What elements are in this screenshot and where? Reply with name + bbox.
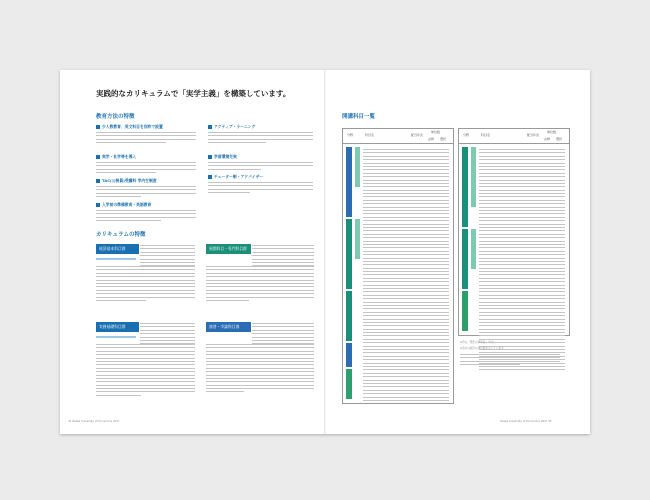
table-note-1: ※印は「選択必修科目」です。	[460, 341, 496, 344]
section-curriculum-heading: カリキュラムの特徴	[96, 232, 146, 238]
table-left-header-field: 分野	[347, 133, 354, 137]
feature-text-7	[96, 210, 196, 224]
table-left-header-elec: 選択	[440, 137, 447, 141]
section-education-heading: 教育方法の特徴	[96, 114, 135, 120]
table-left-header-rule	[343, 143, 453, 144]
curriculum-label-1-underbar	[96, 258, 136, 262]
band-left-sub-1	[355, 147, 360, 187]
band-left-1	[346, 147, 352, 217]
curriculum-text-4b	[206, 344, 314, 395]
band-left-2	[346, 219, 352, 289]
table-right-header-rule	[459, 143, 569, 144]
feature-heading-2: アクティブ・ラーニング	[208, 124, 255, 130]
feature-heading-6: チューター制・アドバイザー	[208, 174, 263, 180]
feature-text-1	[96, 132, 196, 146]
footer-left: 34 Osaka University of Economics 2017	[68, 420, 120, 423]
feature-text-4	[208, 162, 313, 172]
curriculum-label-3-underbar	[96, 336, 136, 340]
band-right-1	[462, 147, 468, 227]
curriculum-label-3: 実務基礎科目群	[96, 322, 139, 332]
table-right-header-name: 科目名	[481, 133, 491, 137]
feature-text-3	[96, 162, 196, 176]
table-right-header-year: 配当年次	[527, 133, 540, 137]
curriculum-text-3b	[96, 344, 195, 398]
feature-heading-1: 少人数教育、英文科目を別枠で設置	[96, 124, 163, 130]
band-left-3	[346, 291, 352, 341]
curriculum-label-1: 経済基本科目群	[96, 244, 139, 254]
curriculum-label-4: 演習・卒論科目群	[206, 322, 251, 332]
curriculum-label-2: 展開科目・専門科目群	[206, 244, 251, 254]
section-courses-heading: 開講科目一覧	[342, 114, 376, 120]
footer-right: Osaka University of Economics 2017 35	[500, 420, 552, 423]
table-left-rows	[363, 149, 449, 403]
feature-heading-7: 入学前の準備教育・英語教育	[96, 202, 151, 208]
page-gutter	[324, 70, 326, 434]
band-left-sub-2	[355, 219, 360, 259]
feature-text-5	[96, 186, 196, 200]
band-right-2	[462, 229, 468, 289]
feature-text-6	[208, 182, 313, 196]
band-left-4	[346, 343, 352, 367]
curriculum-text-2b	[206, 266, 314, 303]
band-right-sub-2	[471, 229, 476, 269]
curriculum-text-1b	[96, 266, 195, 303]
table-notes-text	[460, 354, 560, 368]
feature-heading-5: TAC(公務員)受講料 学内生制度	[96, 178, 157, 184]
table-left-header-year: 配当年次	[411, 133, 424, 137]
table-right-header-req: 必修	[544, 137, 551, 141]
table-right-header-credits: 単位数	[547, 130, 557, 134]
table-left-header-credits: 単位数	[431, 130, 441, 134]
feature-heading-4: 学習環境充実	[208, 154, 237, 160]
brochure-spread	[60, 70, 590, 434]
feature-heading-3: 実学・社学等を導入	[96, 154, 136, 160]
table-note-2: ※表中の数字は単位数を示しています。	[460, 347, 507, 350]
course-table-right	[458, 128, 570, 336]
table-right-header-elec: 選択	[556, 137, 563, 141]
table-left-header-req: 必修	[428, 137, 435, 141]
table-left-header-name: 科目名	[365, 133, 375, 137]
band-right-sub-1	[471, 147, 476, 207]
course-table-left	[342, 128, 454, 404]
feature-text-2	[208, 132, 313, 146]
table-right-header-field: 分野	[463, 133, 470, 137]
band-left-5	[346, 369, 352, 399]
band-right-3	[462, 291, 468, 331]
page-title: 実践的なカリキュラムで「実学主義」を構築しています。	[96, 89, 291, 98]
